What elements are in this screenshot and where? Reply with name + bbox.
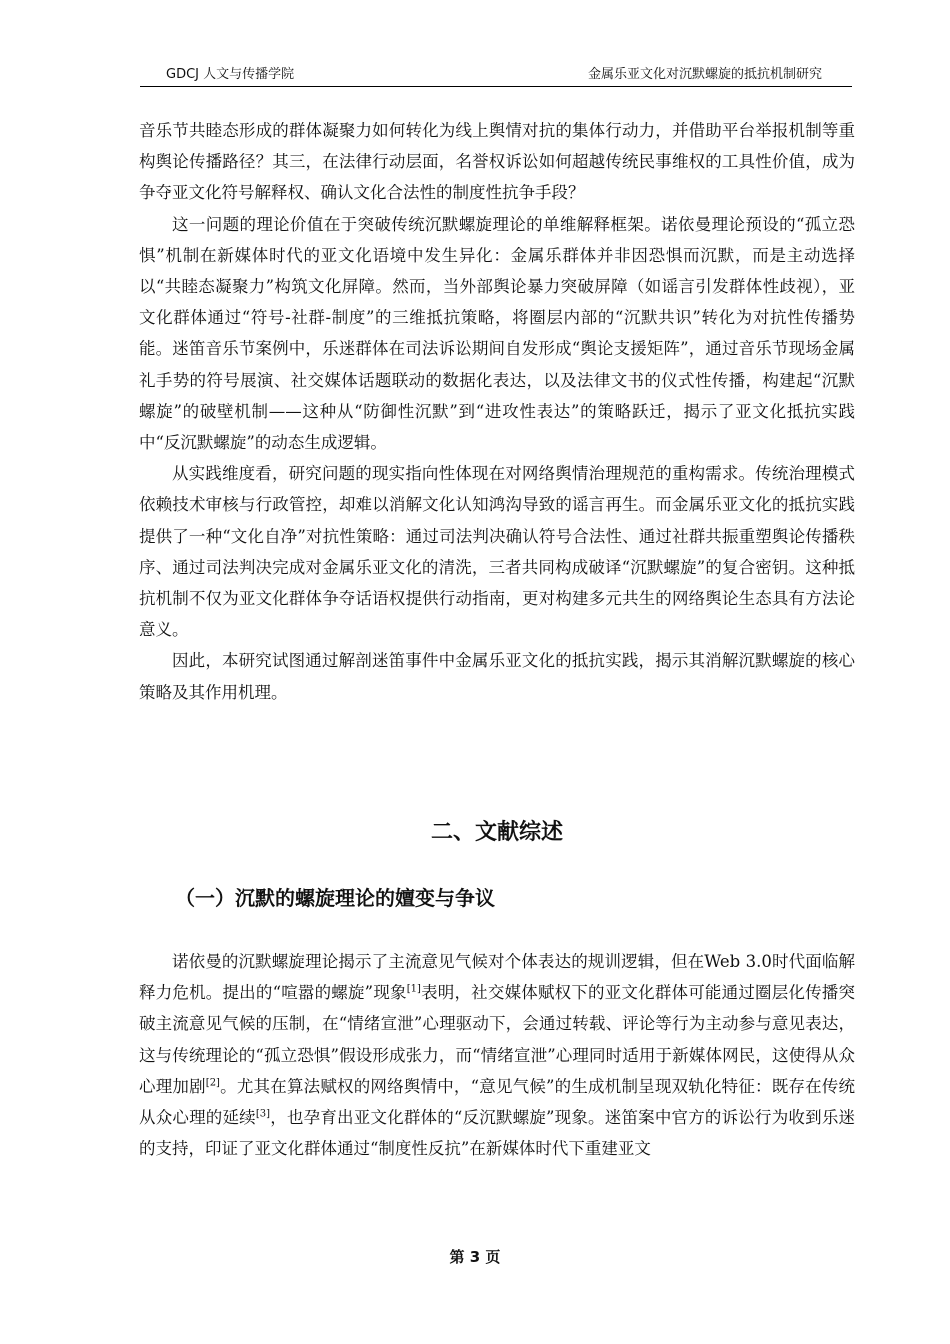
- paragraph-practice: 从实践维度看，研究问题的现实指向性体现在对网络舆情治理规范的重构需求。传统治理模式依赖技术审核与行政管控，却难以消解文化认知鸿沟导致的谣言再生。而金属乐亚文化的抵抗实践提供了一种“文化自净”对抗性策略：通过司法判决确认符号合法性、通过社群共振重塑舆论传播秩序、通过司法判决完成对金属乐亚文化的清洗，三者共同构成破译“沉默螺旋”的复合密钥。这种抵抗机制不仅为亚文化群体争夺话语权提供行动指南，更对构建多元共生的网络舆论生态具有方法论意义。: [139, 464, 855, 640]
- citation-3[interactable]: [3]: [255, 1108, 271, 1120]
- lit-text-4: ，也孕育出亚文化群体的“反沉默螺旋”现象。迷笛案中官方的诉讼行为收到乐迷的支持，印证了亚文化群体通过“制度性反抗”在新媒体时代下重建亚文: [139, 1108, 856, 1159]
- page-number: 第 3 页: [449, 1248, 501, 1266]
- paragraph-conclusion: 因此，本研究试图通过解剖迷笛事件中金属乐亚文化的抵抗实践，揭示其消解沉默螺旋的核心策略及其作用机理。: [139, 651, 855, 702]
- header-title: 金属乐亚文化对沉默螺旋的抵抗机制研究: [587, 67, 822, 82]
- lit-text-2: 表明，社交媒体赋权下的亚文化群体可能通过圈层化传播突破主流意见气候的压制，在“情绪宣泄”心理驱动下，会通过转载、评论等行为主动参与意见表达，这与传统理论的“孤立恐惧”假设形成张力，而“情绪宣泄”心理同时适用于新媒体网民，这使得从众心理加剧: [139, 983, 856, 1096]
- paragraph-literature: [139, 946, 855, 1164]
- lit-text-1: 诺依曼的沉默螺旋理论揭示了主流意见气候对个体表达的规训逻辑，但在Web 3.0时代面临解释力危机。提出的“喧嚣的螺旋”现象: [139, 952, 855, 1003]
- page-header: [140, 64, 852, 87]
- lit-text-3: 。尤其在算法赋权的网络舆情中，“意见气候”的生成机制呈现双轨化特征：既存在传统从众心理的延续: [139, 1076, 856, 1128]
- body-text-top: [139, 115, 855, 708]
- subsection-heading: （一）沉默的螺旋理论的嬗变与争议: [175, 886, 495, 910]
- header-school: GDCJ 人文与传播学院: [166, 67, 295, 82]
- citation-2[interactable]: [2]: [205, 1077, 220, 1089]
- citation-1[interactable]: [1]: [406, 983, 421, 995]
- paragraph-theory-value: 这一问题的理论价值在于突破传统沉默螺旋理论的单维解释框架。诺依曼理论预设的“孤立恐惧”机制在新媒体时代的亚文化语境中发生异化：金属乐群体并非因恐惧而沉默，而是主动选择以“共睦态凝聚力”构筑文化屏障。然而，当外部舆论暴力突破屏障（如谣言引发群体性歧视），亚文化群体通过“符号-社群-制度”的三维抵抗策略，将圈层内部的“沉默共识”转化为对抗性传播势能。迷笛音乐节案例中，乐迷群体在司法诉讼期间自发形成“舆论支援矩阵”，通过音乐节现场金属礼手势的符号展演、社交媒体话题联动的数据化表达，以及法律文书的仪式性传播，构建起“沉默螺旋”的破壁机制——这种从“防御性沉默”到“进攻性表达”的策略跃迁，揭示了亚文化抵抗实践中“反沉默螺旋”的动态生成逻辑。: [139, 214, 855, 453]
- body-text-literature: [139, 946, 855, 1164]
- paragraph-continued: 音乐节共睦态形成的群体凝聚力如何转化为线上舆情对抗的集体行动力，并借助平台举报机制等重构舆论传播路径？其三，在法律行动层面，名誉权诉讼如何超越传统民事维权的工具性价值，成为争夺亚文化符号解释权、确认文化合法性的制度性抗争手段？: [139, 121, 855, 203]
- section-heading: 二、文献综述: [430, 820, 563, 845]
